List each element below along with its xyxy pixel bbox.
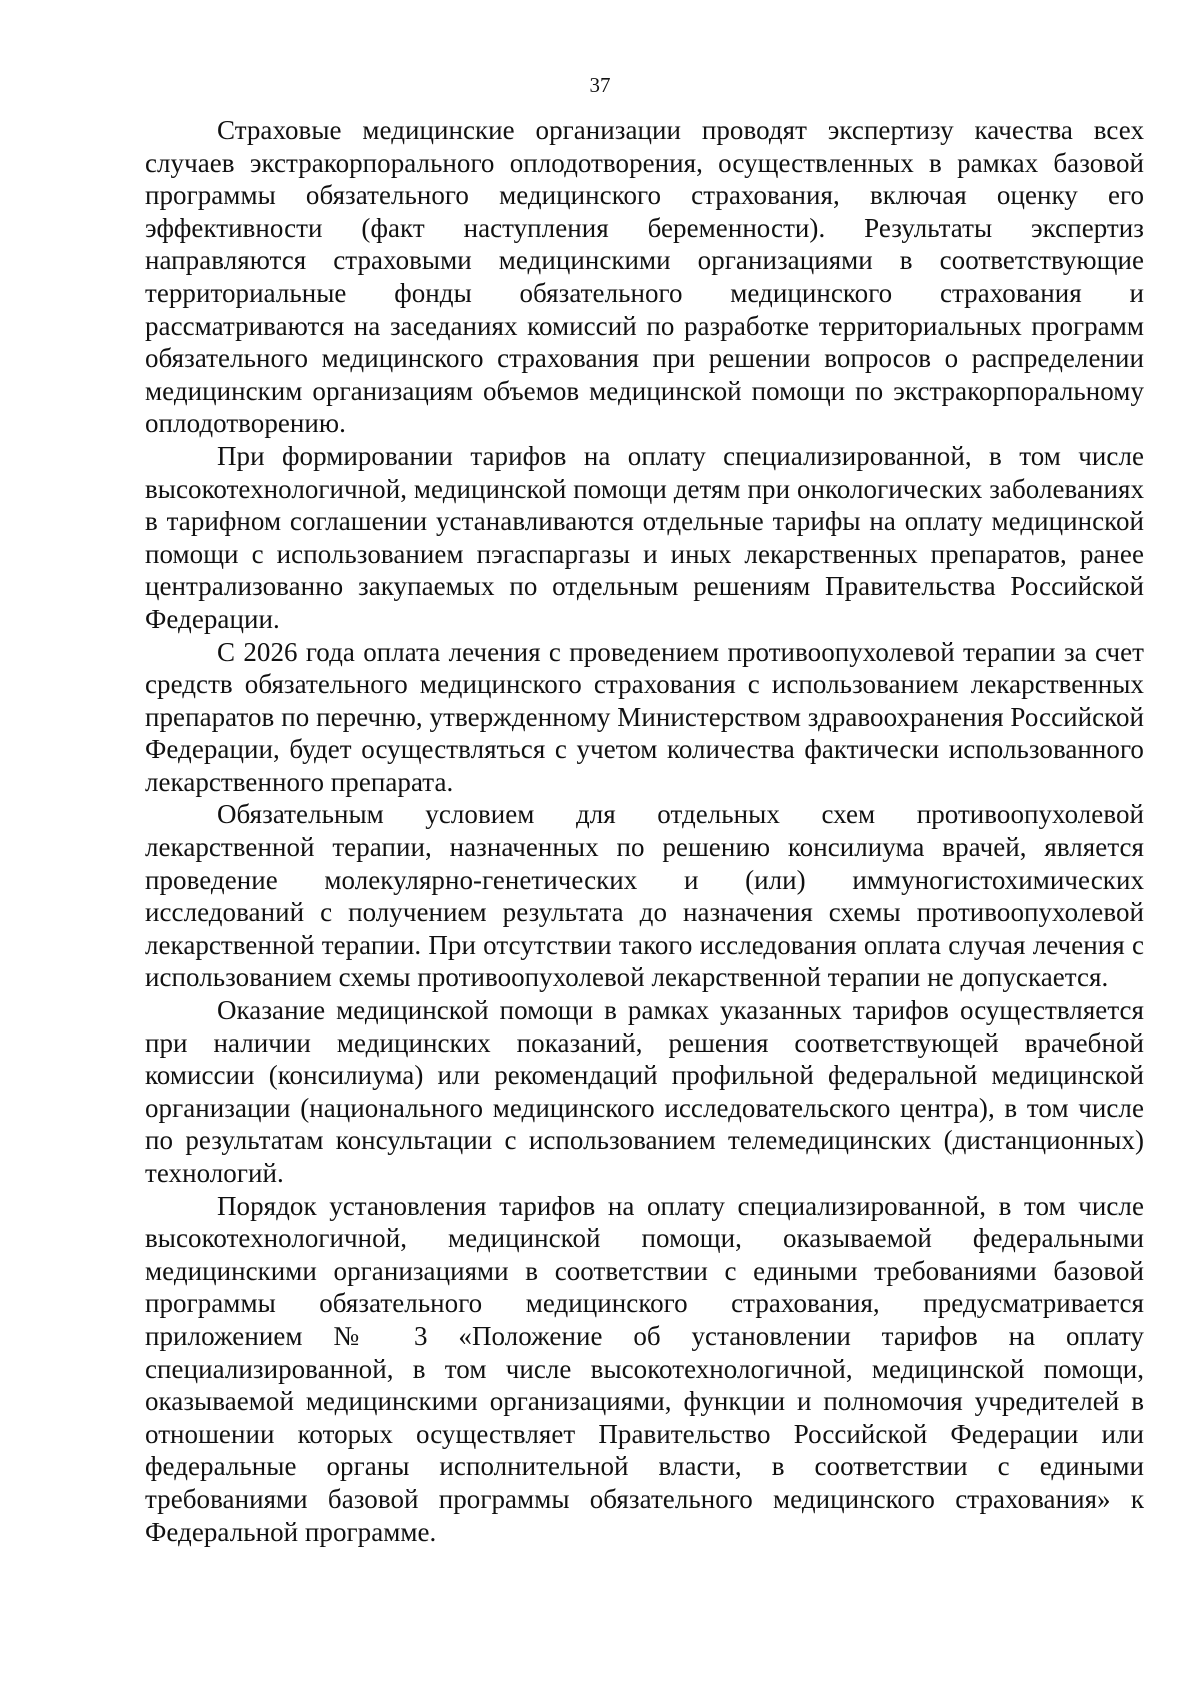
paragraph-medical-care-indications: Оказание медицинской помощи в рамках указанных тарифов осуществляется при наличии медицинских показаний, решения соответствующей врачебной комиссии (консилиума) или рекомендаций профильной федеральной медицинской организации (национального медицинского исследовательского центра), в том числе по результатам консультации с использованием телемедицинских (дистанционных) технологий. (145, 995, 1144, 1188)
document-body (145, 114, 1144, 1548)
page-number: 37 (589, 73, 611, 97)
paragraph-federal-tariff-procedure: Порядок установления тарифов на оплату специализированной, в том числе высокотехнологичной, медицинской помощи, оказываемой федеральными медицинскими организациями в соответствии с едиными требованиями базовой программы обязательного медицинского страхования, предусматривается приложением № 3 «Положение об установлении тарифов на оплату специализированной, в том числе высокотехнологичной, медицинской помощи, оказываемой медицинскими организациями, функции и полномочия учредителей в отношении которых осуществляет Правительство Российской Федерации или федеральные органы исполнительной власти, в соответствии с едиными требованиями базовой программы обязательного медицинского страхования» к Федеральной программе. (145, 1190, 1144, 1547)
paragraph-mandatory-testing-condition: Обязательным условием для отдельных схем противоопухолевой лекарственной терапии, назначенных по решению консилиума врачей, является проведение молекулярно-генетических и (или) иммуногистохимических исследований с получением результата до назначения схемы противоопухолевой лекарственной терапии. При отсутствии такого исследования оплата случая лечения с использованием схемы противоопухолевой лекарственной терапии не допускается. (145, 799, 1144, 993)
paragraph-pediatric-oncology-tariffs: При формировании тарифов на оплату специализированной, в том числе высокотехнологичной, медицинской помощи детям при онкологических заболеваниях в тарифном соглашении устанавливаются отдельные тарифы на оплату медицинской помощи с использованием пэгаспаргазы и иных лекарственных препаратов, ранее централизованно закупаемых по отдельным решениям Правительства Российской Федерации. (145, 440, 1144, 634)
paragraph-ivf-quality-review: Страховые медицинские организации проводят экспертизу качества всех случаев экстракорпорального оплодотворения, осуществленных в рамках базовой программы обязательного медицинского страхования, включая оценку его эффективности (факт наступления беременности). Результаты экспертиз направляются страховыми медицинскими организациями в соответствующие территориальные фонды обязательного медицинского страхования и рассматриваются на заседаниях комиссий по разработке территориальных программ обязательного медицинского страхования при решении вопросов о распределении медицинским организациям объемов медицинской помощи по экстракорпоральному оплодотворению. (145, 115, 1144, 439)
paragraph-antitumor-therapy-payment-2026: С 2026 года оплата лечения с проведением противоопухолевой терапии за счет средств обязательного медицинского страхования с использованием лекарственных препаратов по перечню, утвержденному Министерством здравоохранения Российской Федерации, будет осуществляться с учетом количества фактически использованного лекарственного препарата. (145, 636, 1144, 797)
